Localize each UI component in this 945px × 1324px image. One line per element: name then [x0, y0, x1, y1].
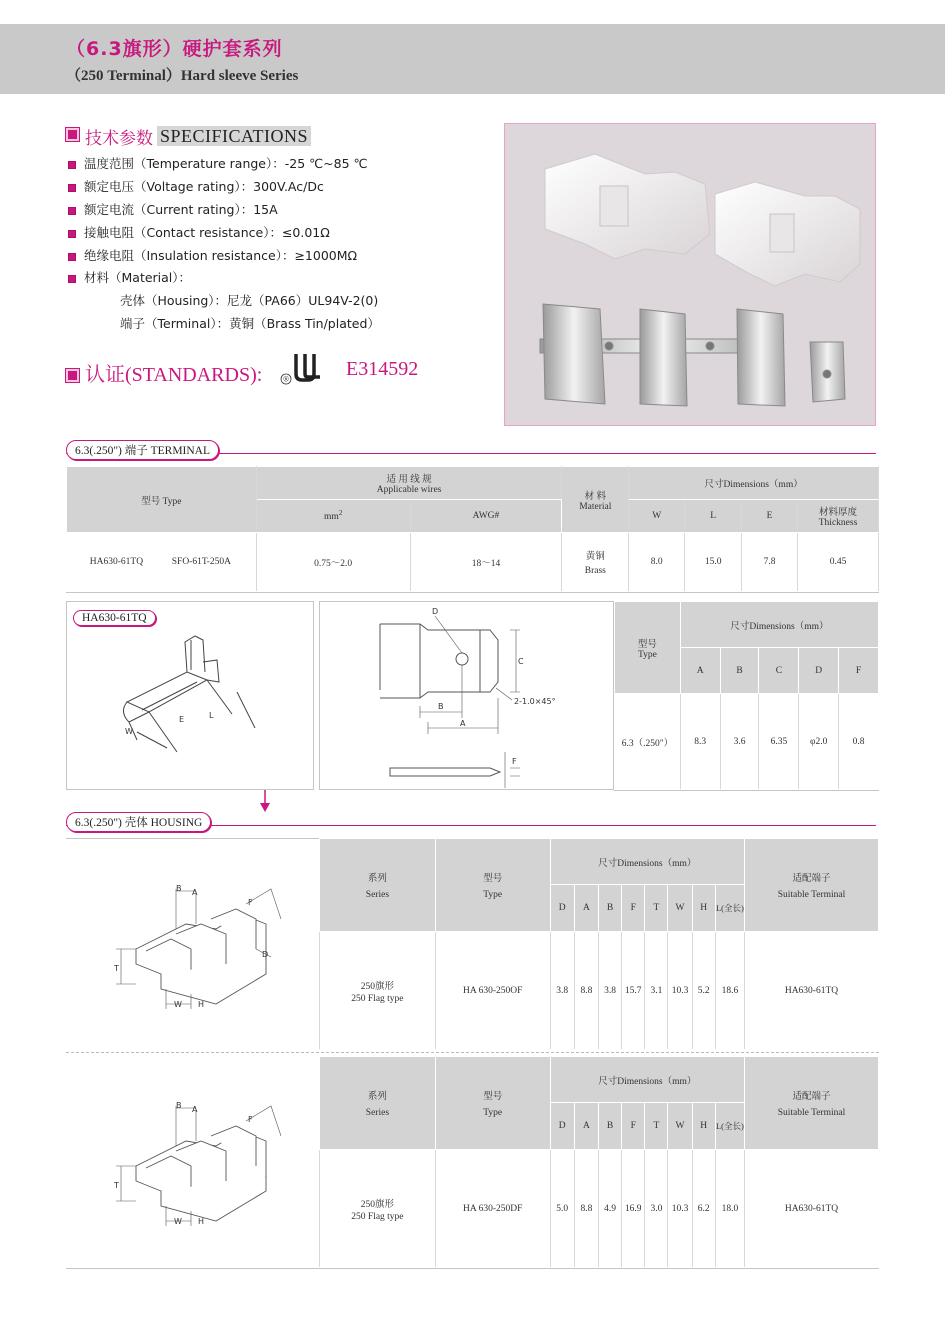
- arrow-down-icon: [259, 790, 271, 814]
- standards-number: E314592: [346, 358, 419, 380]
- bullet-square-icon: [68, 230, 76, 238]
- svg-text:B: B: [176, 1101, 182, 1110]
- cell-h: 6.2: [692, 1150, 715, 1268]
- svg-text:F: F: [248, 1115, 253, 1124]
- cell-w: 10.3: [668, 932, 692, 1050]
- terminal-strip-photo: [540, 304, 845, 406]
- svg-text:2-1.0×45°: 2-1.0×45°: [514, 697, 556, 706]
- svg-text:A: A: [460, 719, 466, 728]
- table-row: [615, 694, 879, 790]
- col-l: L(全长): [715, 1103, 744, 1150]
- bullet-square-icon: [68, 207, 76, 215]
- col-material: 材 料 Material: [562, 467, 629, 533]
- svg-text:E: E: [179, 715, 185, 724]
- col-f: F: [622, 1103, 645, 1150]
- table-row: [67, 533, 879, 592]
- col-t: T: [645, 1103, 668, 1150]
- bullet-square-icon: [68, 161, 76, 169]
- cell-l: 18.6: [715, 932, 744, 1050]
- col-f: F: [622, 885, 645, 932]
- col-type: 型号 Type: [435, 1057, 550, 1150]
- cell-l: 18.0: [715, 1150, 744, 1268]
- col-a: A: [574, 1103, 598, 1150]
- svg-text:W: W: [125, 727, 133, 736]
- specs-heading: [66, 124, 311, 149]
- bullet-square-icon: [66, 128, 79, 141]
- cell-f: 15.7: [622, 932, 645, 1050]
- col-d: D: [550, 885, 574, 932]
- svg-text:L: L: [209, 711, 214, 720]
- table-bottom-rule: [66, 1268, 879, 1269]
- cell-b: 3.8: [598, 932, 621, 1050]
- col-type: 型号 Type: [615, 602, 681, 694]
- bullet-square-icon: [66, 369, 79, 382]
- svg-text:H: H: [198, 1000, 205, 1009]
- standards-label: 认证(STANDARDS):: [66, 358, 262, 387]
- cell-type: HA 630-250OF: [435, 932, 550, 1050]
- housing-table-1: [319, 838, 879, 1050]
- svg-text:D: D: [262, 950, 269, 959]
- row-divider: [66, 1052, 879, 1053]
- col-suitable-terminal: 适配端子 Suitable Terminal: [744, 1057, 878, 1150]
- spec-item: 材料（Material）：: [68, 268, 191, 286]
- cell-a: 8.8: [574, 1150, 598, 1268]
- col-type: 型号 Type: [67, 467, 257, 533]
- cell-suitable-terminal: HA630-61TQ: [744, 932, 878, 1050]
- bullet-square-icon: [68, 253, 76, 261]
- housing-table-2: [319, 1056, 879, 1268]
- col-dimensions: 尺寸Dimensions（mm）: [629, 467, 879, 500]
- svg-text:B: B: [176, 884, 182, 893]
- cell-thickness: 0.45: [798, 533, 879, 592]
- cell-series: 250旗形 250 Flag type: [320, 1150, 436, 1268]
- bullet-square-icon: [68, 275, 76, 283]
- spec-item: 额定电流（Current rating）：15A: [68, 200, 278, 218]
- table-bottom-rule: [614, 790, 879, 791]
- table-row: [320, 1150, 879, 1268]
- col-a: A: [574, 885, 598, 932]
- tab-tag: HA630-61TQ: [73, 610, 156, 626]
- col-a: A: [680, 648, 720, 694]
- col-type: 型号 Type: [435, 839, 550, 932]
- cell-d: φ2.0: [799, 694, 839, 790]
- terminal-section-tag: 6.3(.250") 端子 TERMINAL: [66, 440, 219, 460]
- housing-photo: [545, 154, 860, 286]
- col-d: D: [550, 1103, 574, 1150]
- ul-logo-icon: [280, 350, 328, 386]
- spec-material-housing: 壳体（Housing）：尼龙（PA66）UL94V-2(0): [120, 293, 379, 308]
- svg-text:C: C: [518, 657, 524, 666]
- spec-item: 绝缘电阻（Insulation resistance）：≥1000MΩ: [68, 246, 357, 264]
- cell-d: 3.8: [550, 932, 574, 1050]
- page-title-en: （250 Terminal）Hard sleeve Series: [66, 68, 299, 84]
- col-series: 系列 Series: [320, 1057, 436, 1150]
- col-h: H: [692, 885, 715, 932]
- table-row: [320, 932, 879, 1050]
- terminal-table: [66, 466, 879, 592]
- col-series: 系列 Series: [320, 839, 436, 932]
- spec-item: 温度范围（Temperature range）：-25 ℃~85 ℃: [68, 154, 368, 172]
- housing-section-tag: 6.3(.250") 壳体 HOUSING: [66, 812, 211, 832]
- svg-text:®: ®: [282, 375, 290, 384]
- col-f: F: [839, 648, 879, 694]
- cell-e: 7.8: [742, 533, 798, 592]
- col-applicable-wires: 适 用 线 规 Applicable wires: [256, 467, 562, 500]
- svg-text:D: D: [432, 607, 439, 616]
- product-photo: [504, 123, 876, 426]
- svg-text:H: H: [198, 1217, 205, 1226]
- cell-b: 3.6: [720, 694, 759, 790]
- col-awg: AWG#: [410, 500, 562, 533]
- col-suitable-terminal: 适配端子 Suitable Terminal: [744, 839, 878, 932]
- col-t: T: [645, 885, 668, 932]
- col-b: B: [598, 885, 621, 932]
- terminal-iso-drawing: [123, 636, 255, 752]
- housing-drawing-box: [66, 838, 319, 1050]
- cell-c: 6.35: [759, 694, 799, 790]
- tab-dimensions-table: [614, 601, 879, 790]
- cell-type: HA 630-250DF: [435, 1150, 550, 1268]
- cell-t: 3.1: [645, 932, 668, 1050]
- col-mm2: $mm^2$: [256, 500, 410, 533]
- col-b: B: [720, 648, 759, 694]
- tab-profile-drawing: [320, 602, 613, 789]
- page-title-cn: （6.3旗形）硬护套系列: [66, 38, 283, 60]
- housing-drawing-box: [66, 1056, 319, 1268]
- svg-text:A: A: [192, 888, 198, 897]
- svg-text:B: B: [438, 702, 444, 711]
- svg-text:A: A: [192, 1105, 198, 1114]
- col-c: C: [759, 648, 799, 694]
- svg-text:F: F: [512, 757, 517, 766]
- svg-text:T: T: [114, 1181, 119, 1190]
- col-w: W: [668, 1103, 692, 1150]
- col-dimensions: 尺寸Dimensions（mm）: [550, 1057, 744, 1103]
- col-d: D: [799, 648, 839, 694]
- cell-mm2: 0.75～2.0: [256, 533, 410, 592]
- col-b: B: [598, 1103, 621, 1150]
- col-thickness: 材料厚度 Thickness: [798, 500, 879, 533]
- svg-text:T: T: [114, 964, 119, 973]
- cell-f: 16.9: [622, 1150, 645, 1268]
- cell-w: 10.3: [668, 1150, 692, 1268]
- specs-heading-cn: 技术参数: [85, 129, 153, 149]
- cell-type: HA630-61TQ SFO-61T-250A: [67, 533, 257, 592]
- col-e: E: [742, 500, 798, 533]
- svg-text:F: F: [248, 898, 253, 907]
- cell-a: 8.8: [574, 932, 598, 1050]
- cell-b: 4.9: [598, 1150, 621, 1268]
- col-h: H: [692, 1103, 715, 1150]
- col-w: W: [629, 500, 685, 533]
- bullet-square-icon: [68, 184, 76, 192]
- housing-iso-drawing: [66, 1056, 319, 1268]
- cell-h: 5.2: [692, 932, 715, 1050]
- svg-text:W: W: [174, 1000, 182, 1009]
- cell-type: 6.3（.250"）: [615, 694, 681, 790]
- cell-material: 黄铜 Brass: [562, 533, 629, 592]
- cell-w: 8.0: [629, 533, 685, 592]
- col-dimensions: 尺寸Dimensions（mm）: [550, 839, 744, 885]
- svg-text:W: W: [174, 1217, 182, 1226]
- cell-a: 8.3: [680, 694, 720, 790]
- terminal-drawing-box: [66, 601, 314, 790]
- col-w: W: [668, 885, 692, 932]
- spec-item: 额定电压（Voltage rating）：300V.Ac/Dc: [68, 177, 324, 195]
- cell-d: 5.0: [550, 1150, 574, 1268]
- cell-awg: 18～14: [410, 533, 562, 592]
- spec-item: 接触电阻（Contact resistance）：≤0.01Ω: [68, 223, 330, 241]
- col-dimensions: 尺寸Dimensions（mm）: [680, 602, 878, 648]
- cell-series: 250旗形 250 Flag type: [320, 932, 436, 1050]
- col-l: L: [685, 500, 742, 533]
- cell-t: 3.0: [645, 1150, 668, 1268]
- cell-l: 15.0: [685, 533, 742, 592]
- col-l: L(全长): [715, 885, 744, 932]
- tab-drawing-box: [319, 601, 614, 790]
- housing-iso-drawing: [66, 839, 319, 1051]
- table-bottom-rule: [66, 592, 879, 593]
- specs-heading-en: SPECIFICATIONS: [157, 126, 311, 146]
- spec-material-terminal: 端子（Terminal）：黄铜（Brass Tin/plated）: [120, 316, 380, 331]
- cell-f: 0.8: [839, 694, 879, 790]
- cell-suitable-terminal: HA630-61TQ: [744, 1150, 878, 1268]
